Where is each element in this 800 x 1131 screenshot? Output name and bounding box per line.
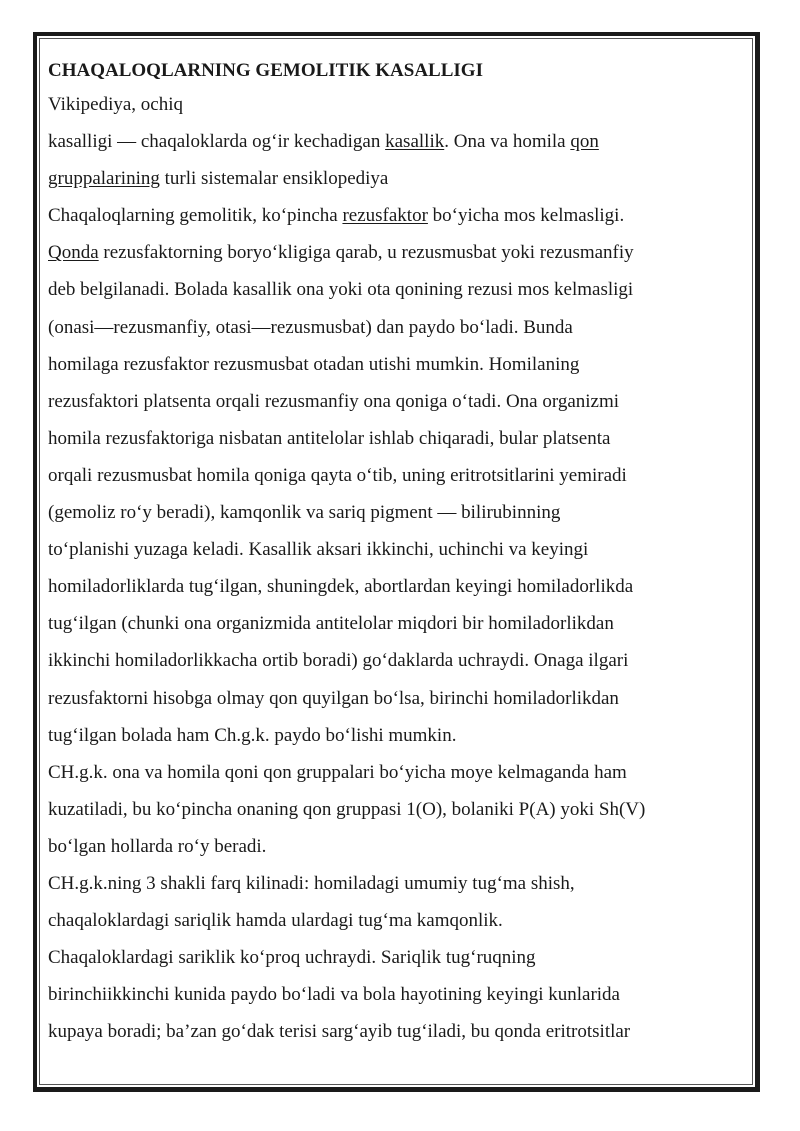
text-span: CH.g.k. ona va homila qoni qon gruppalari bo‘yicha moye kelmaganda ham (48, 761, 627, 783)
text-line (48, 346, 738, 383)
text-line (48, 309, 738, 346)
text-line (48, 1013, 738, 1050)
text-span: kupaya boradi; ba’zan go‘dak terisi sarg‘ayib tug‘iladi, bu qonda eritrotsitlar (48, 1021, 631, 1043)
text-line (48, 754, 738, 791)
text-line (48, 531, 738, 568)
text-span: orqali rezusmusbat homila qoniga qayta o‘tib, uning eritrotsitlarini yemiradi (48, 464, 627, 486)
hyperlink[interactable]: rezusfaktor (342, 205, 428, 227)
text-line (48, 86, 738, 123)
text-span: rezusfaktorning boryo‘kligiga qarab, u rezusmusbat yoki rezusmanfiy (98, 242, 634, 264)
text-line (48, 568, 738, 605)
text-line (48, 494, 738, 531)
text-span: (gemoliz ro‘y beradi), kamqonlik va sariq pigment — bilirubinning (48, 502, 561, 524)
text-line (48, 271, 738, 308)
text-span: homiladorliklarda tug‘ilgan, shuningdek, abortlardan keyingi homiladorlikda (48, 576, 634, 598)
text-line (48, 160, 738, 197)
text-span: CH.g.k.ning 3 shakli farq kilinadi: homiladagi umumiy tug‘ma shish, (48, 872, 575, 894)
text-span: bo‘lgan hollarda ro‘y beradi. (48, 835, 267, 857)
text-span: turli sistemalar ensiklopediya (159, 168, 389, 190)
hyperlink[interactable]: gruppalarining (48, 168, 160, 190)
text-span: to‘planishi yuzaga keladi. Kasallik aksari ikkinchi, uchinchi va keyingi (48, 539, 589, 561)
text-span: (onasi—rezusmanfiy, otasi—rezusmusbat) dan paydo bo‘ladi. Bunda (48, 316, 573, 338)
text-span: tug‘ilgan bolada ham Ch.g.k. paydo bo‘lishi mumkin. (48, 724, 457, 746)
text-span: deb belgilanadi. Bolada kasallik ona yoki ota qonining rezusi mos kelmasligi (48, 279, 634, 301)
text-line (48, 791, 738, 828)
document-text (48, 86, 738, 1050)
text-line (48, 457, 738, 494)
text-span: homila rezusfaktoriga nisbatan antitelolar ishlab chiqaradi, bular platsenta (48, 427, 611, 449)
text-span: kuzatiladi, bu ko‘pincha onaning qon gruppasi 1(O), bolaniki P(A) yoki Sh(V) (48, 798, 646, 820)
text-span: tug‘ilgan (chunki ona organizmida antitelolar miqdori bir homiladorlikdan (48, 613, 614, 635)
text-line (48, 197, 738, 234)
text-span: homilaga rezusfaktor rezusmusbat otadan utishi mumkin. Homilaning (48, 353, 580, 375)
text-span: chaqaloklardagi sariqlik hamda ulardagi tug‘ma kamqonlik. (48, 910, 503, 932)
text-span: bo‘yicha mos kelmasligi. (427, 205, 625, 227)
text-span: Chaqaloqlarning gemolitik, ko‘pincha (48, 205, 343, 227)
text-line (48, 828, 738, 865)
hyperlink[interactable]: Qonda (48, 242, 99, 264)
text-span: ikkinchi homiladorlikkacha ortib boradi) go‘daklarda uchraydi. Onaga ilgari (48, 650, 629, 672)
text-line (48, 902, 738, 939)
text-span: birinchiikkinchi kunida paydo bo‘ladi va bola hayotining keyingi kunlarida (48, 984, 620, 1006)
document-title: CHAQALOQLARNING GEMOLITIK KASALLIGI (48, 60, 483, 81)
text-line (48, 939, 738, 976)
text-line (48, 420, 738, 457)
text-span: rezusfaktori platsenta orqali rezusmanfiy ona qoniga o‘tadi. Ona organizmi (48, 390, 620, 412)
document-body (48, 55, 738, 1050)
hyperlink[interactable]: kasallik (385, 131, 445, 153)
text-span: Vikipediya, ochiq (48, 94, 183, 115)
text-line (48, 642, 738, 679)
text-line (48, 680, 738, 717)
text-line (48, 605, 738, 642)
text-line (48, 383, 738, 420)
text-line (48, 123, 738, 160)
text-line (48, 234, 738, 271)
text-line (48, 865, 738, 902)
text-span: rezusfaktorni hisobga olmay qon quyilgan bo‘lsa, birinchi homiladorlikdan (48, 687, 619, 709)
text-span: . Ona va homila (444, 131, 571, 153)
hyperlink[interactable]: qon (570, 131, 599, 153)
text-span: kasalligi — chaqaloklarda og‘ir kechadigan (48, 131, 386, 153)
text-line (48, 976, 738, 1013)
text-span: Chaqaloklardagi sariklik ko‘proq uchraydi. Sariqlik tug‘ruqning (48, 947, 536, 969)
text-line (48, 717, 738, 754)
